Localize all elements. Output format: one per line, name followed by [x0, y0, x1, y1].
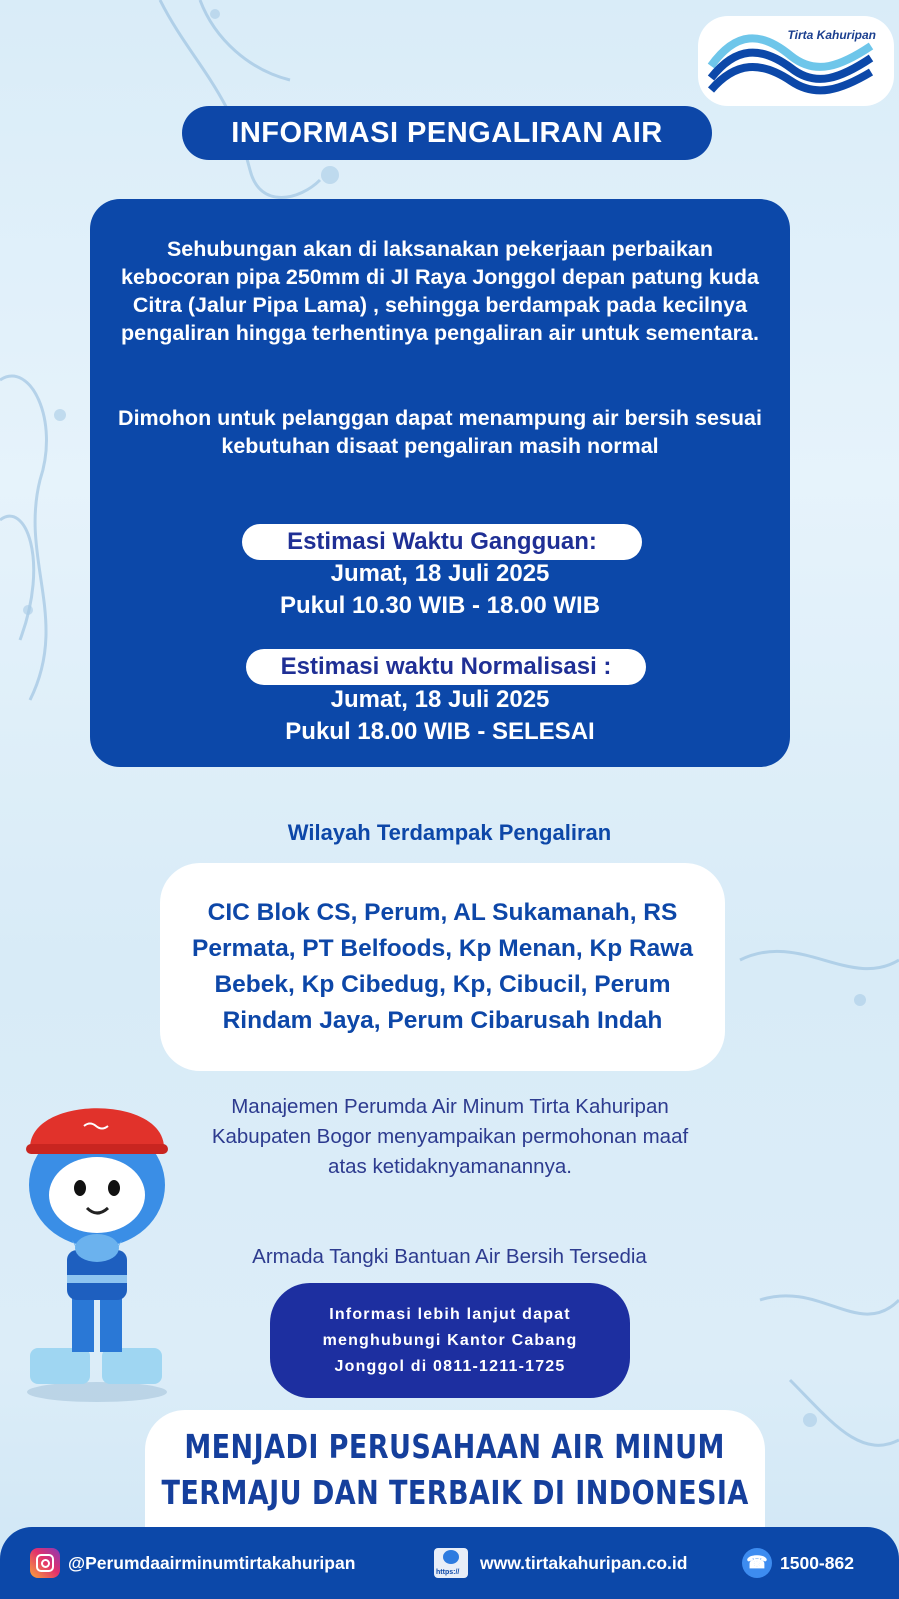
gangguan-label: Estimasi Waktu Gangguan:: [242, 524, 642, 560]
globe-https-icon: [434, 1548, 468, 1578]
logo-text: Tirta Kahuripan: [787, 28, 876, 42]
slogan-box: [145, 1410, 765, 1530]
affected-areas-list: CIC Blok CS, Perum, AL Sukamanah, RS Permata, PT Belfoods, Kp Menan, Kp Rawa Bebek, Kp Cibedug, Kp, Cibucil, Perum Rindam Jaya, Perum Cibarusah Indah: [192, 899, 693, 1034]
website-url: www.tirtakahuripan.co.id: [480, 1552, 688, 1573]
apology-text: Manajemen Perumda Air Minum Tirta Kahuripan Kabupaten Bogor menyampaikan permohonan maaf atas ketidaknyamanannya.: [211, 1095, 689, 1178]
contact-info-pill: [270, 1283, 630, 1398]
contact-info-text: Informasi lebih lanjut dapat menghubungi Kantor Cabang Jonggol di 0811-1211-1725: [322, 1305, 578, 1375]
normalisasi-date: Jumat, 18 Juli 2025: [330, 686, 550, 713]
instagram-handle: @Perumdaairminumtirtakahuripan: [68, 1552, 356, 1573]
website-link[interactable]: [434, 1527, 687, 1599]
footer-bar: [0, 1527, 899, 1599]
wave-logo-icon: [706, 26, 876, 96]
tirta-kahuripan-logo: [698, 16, 894, 106]
normalisasi-time: Pukul 18.00 WIB - SELESAI: [285, 718, 595, 745]
instagram-icon: [30, 1548, 60, 1578]
gangguan-date: Jumat, 18 Juli 2025: [330, 560, 550, 587]
phone-number: 1500-862: [780, 1552, 854, 1573]
phone-icon: ☎: [742, 1548, 772, 1578]
notice-paragraph-1: Sehubungan akan di laksanakan pekerjaan perbaikan kebocoran pipa 250mm di Jl Raya Jonggol depan patung kuda Citra (Jalur Pipa Lama) , sehingga berdampak pada kecilnya pengaliran hingga terhentinya pengaliran air untuk sementara.: [121, 237, 759, 345]
web-icon-label: https://: [436, 1569, 460, 1576]
page-title: INFORMASI PENGALIRAN AIR: [182, 106, 712, 160]
phone-link[interactable]: [742, 1527, 854, 1599]
affected-areas-card: [160, 863, 725, 1071]
slogan-line-2: TERMAJU DAN TERBAIK DI INDONESIA: [161, 1473, 749, 1512]
slogan-line-1: MENJADI PERUSAHAAN AIR MINUM: [184, 1427, 726, 1466]
armada-text: Armada Tangki Bantuan Air Bersih Tersedia: [252, 1245, 647, 1268]
instagram-link[interactable]: [30, 1527, 355, 1599]
affected-areas-title: Wilayah Terdampak Pengaliran: [287, 820, 612, 845]
normalisasi-label: Estimasi waktu Normalisasi :: [246, 649, 646, 685]
notice-paragraph-2: Dimohon untuk pelanggan dapat menampung air bersih sesuai kebutuhan disaat pengaliran masih normal: [118, 406, 762, 458]
notice-card: [90, 199, 790, 767]
gangguan-time: Pukul 10.30 WIB - 18.00 WIB: [279, 592, 601, 619]
